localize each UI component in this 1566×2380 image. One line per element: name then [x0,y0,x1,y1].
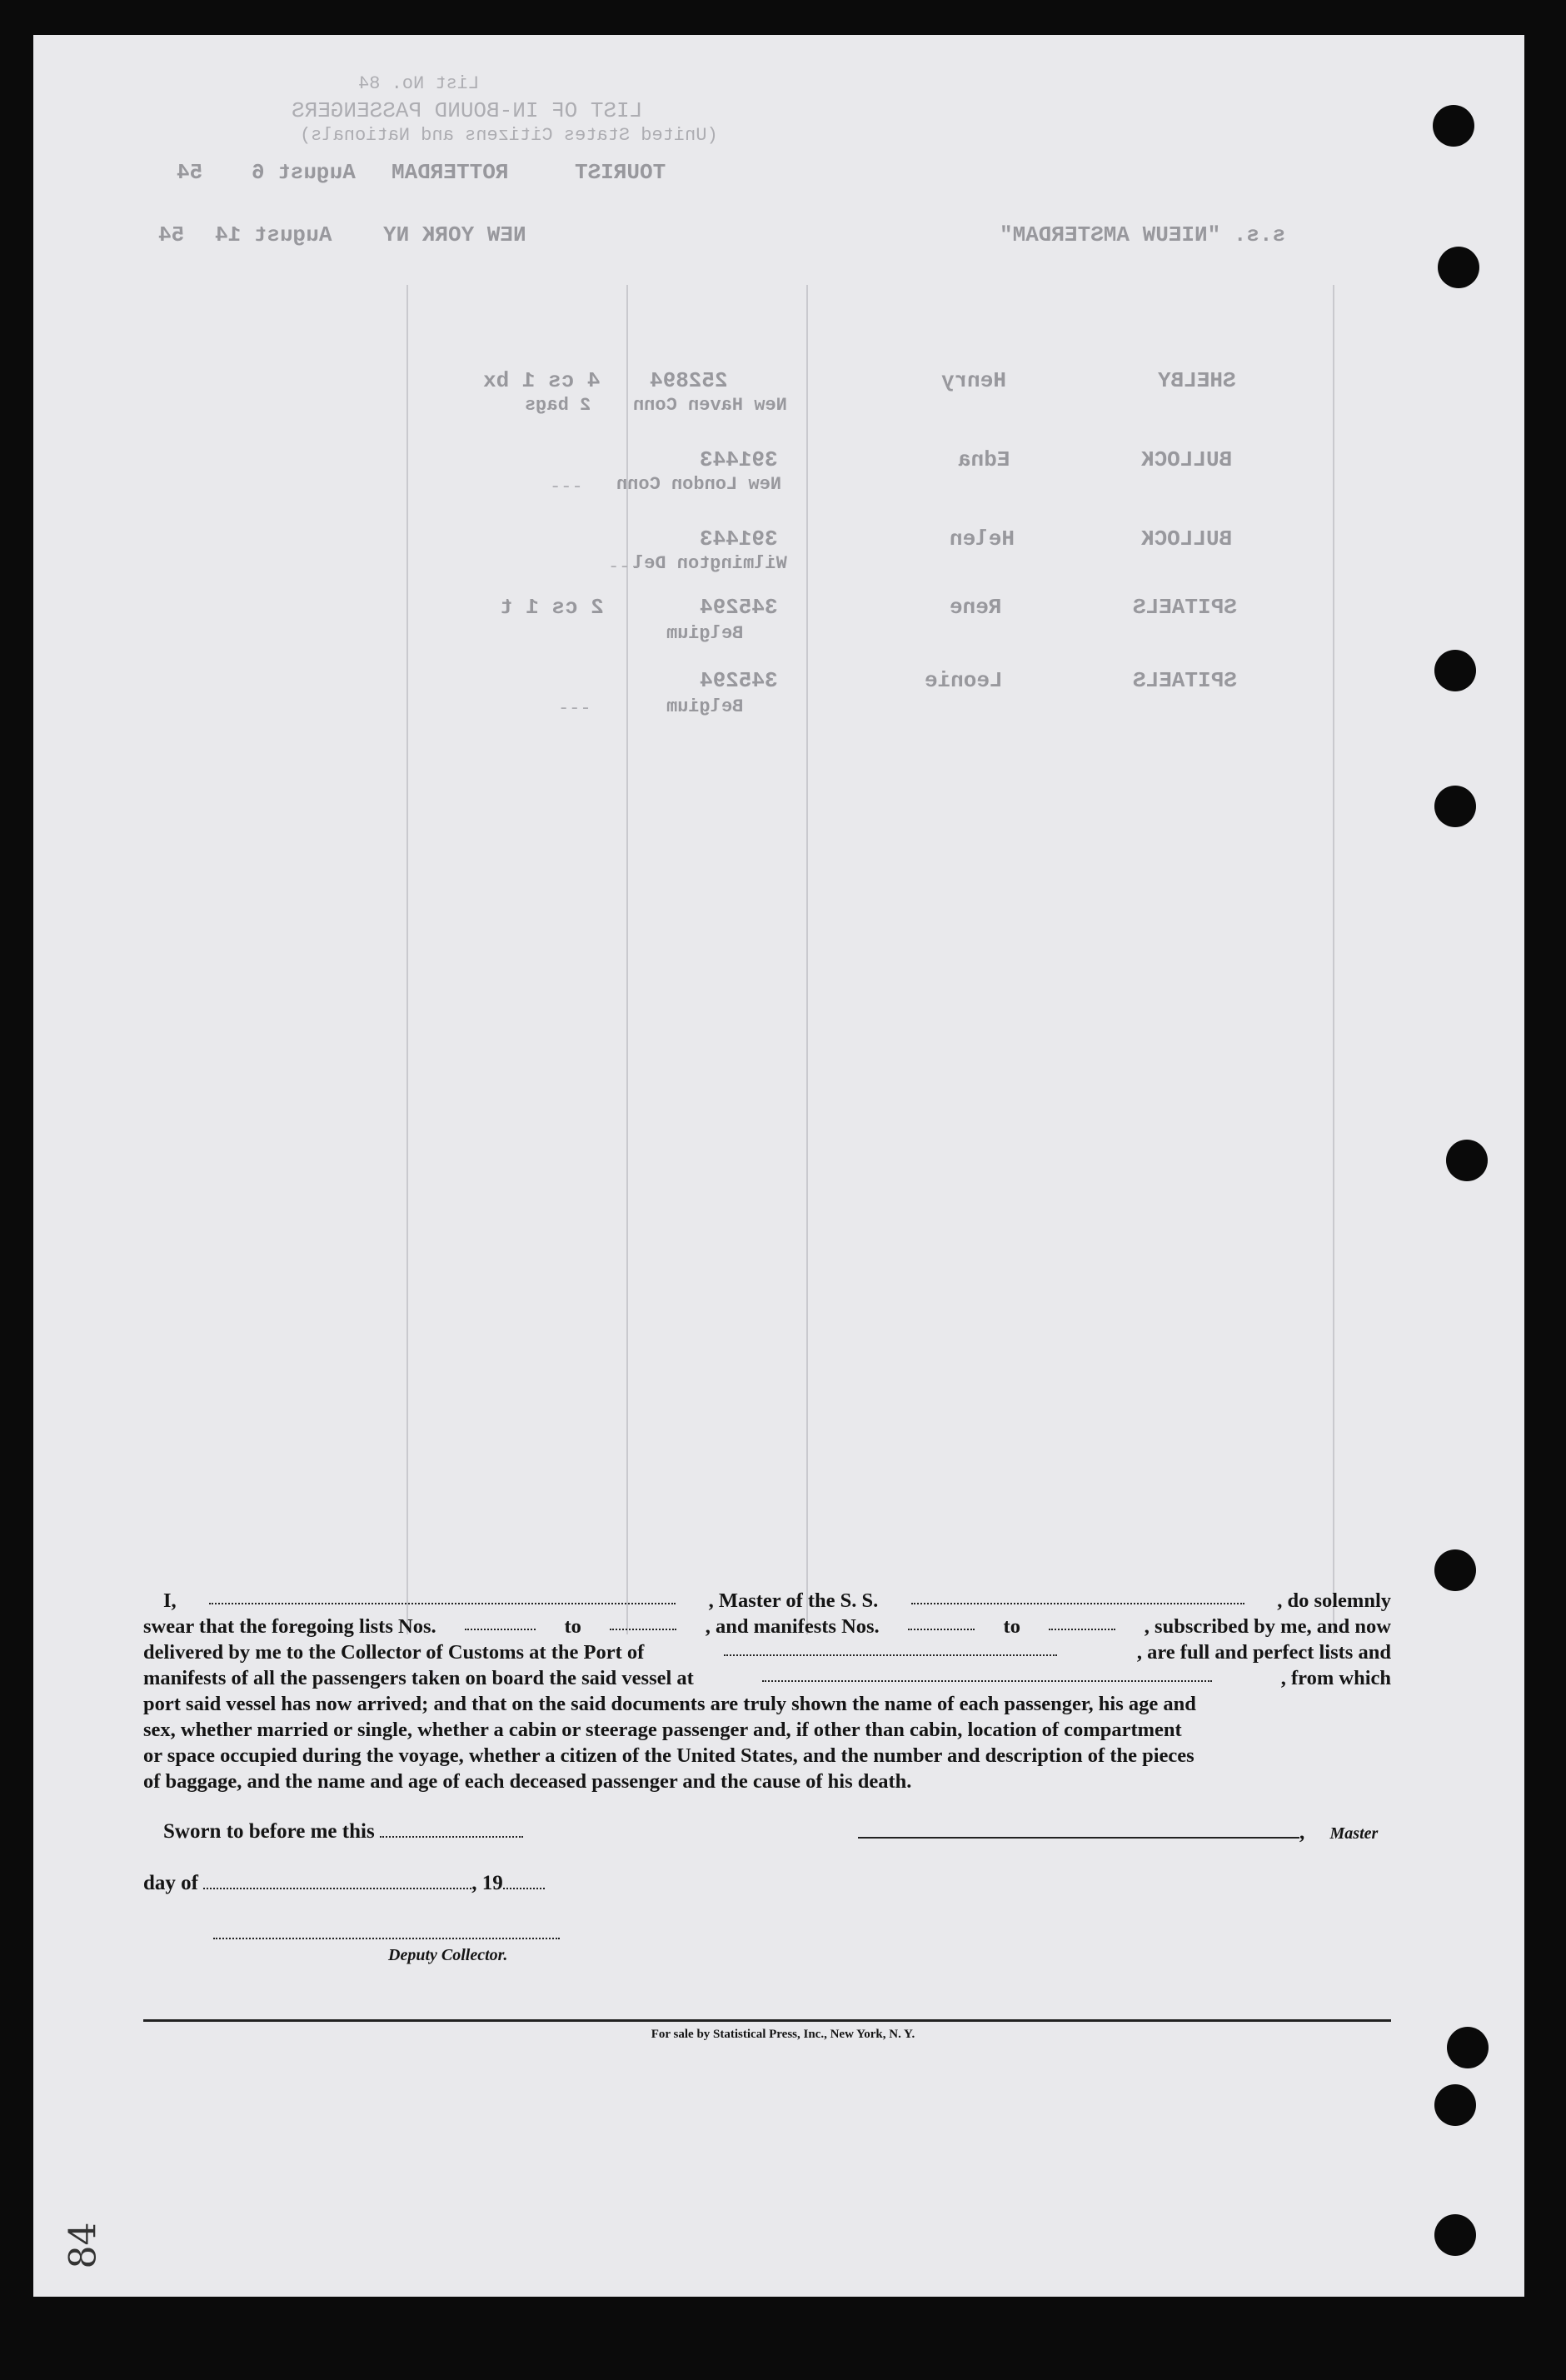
ghost-ref: 391443 [700,447,778,472]
ghost-port-from: ROTTERDAM [392,160,509,185]
ghost-baggage: --- [558,698,591,719]
ghost-date-from: August 6 [252,160,356,185]
year-prefix: , 19 [471,1872,503,1894]
ghost-year-to: 54 [158,222,185,247]
oath-text: manifests of all the passengers taken on board the said vessel at [143,1667,694,1689]
oath-text: I, [163,1589,177,1612]
ghost-ref: 345294 [700,595,778,620]
punch-hole [1438,247,1479,288]
deputy-collector-label: Deputy Collector. [388,1946,508,1964]
oath-line [143,1588,1391,1614]
ghost-list-subtitle: (United States Citizens and Nationals) [300,125,718,146]
ghost-ref: 345294 [700,668,778,693]
ghost-baggage: --- [550,476,583,497]
ghost-given: Leonie [925,668,1003,693]
oath-text: , and manifests Nos. [705,1615,880,1638]
blank-manifest-from [908,1614,975,1630]
manifest-page [33,35,1524,2297]
ghost-ref: 391443 [700,526,778,551]
ghost-list-no: List No. 84 [358,73,480,94]
column-line [406,285,408,1634]
blank-ship-name [911,1588,1244,1604]
ghost-place: Belgium [666,696,744,717]
punch-hole [1434,1549,1476,1591]
punch-hole [1434,786,1476,827]
sworn-line [163,1820,523,1844]
ghost-ship: s.s. "NIEUW AMSTERDAM" [1000,222,1286,247]
ghost-given: Henry [941,368,1007,393]
ghost-surname: SPITAELS [1133,668,1237,693]
ghost-surname: BULLOCK [1141,447,1233,472]
ghost-baggage: 4 cs 1 bx [483,368,601,393]
blank-list-from [465,1614,536,1630]
oath-text: to [1003,1615,1020,1638]
oath-line [143,1614,1391,1639]
ghost-given: Rene [950,595,1002,620]
ghost-place: Belgium [666,623,744,644]
ghost-surname: SPITAELS [1133,595,1237,620]
oath-text: delivered by me to the Collector of Customs at the Port of [143,1641,645,1664]
footer-rule [143,2019,1391,2022]
oath-text: , Master of the S. S. [708,1589,879,1612]
oath-line [143,1717,1391,1743]
ghost-given: Helen [950,526,1015,551]
ghost-list-title: LIST OF IN-BOUND PASSENGERS [292,98,643,123]
ghost-place: New London Conn [616,474,782,495]
ghost-year-from: 54 [177,160,203,185]
oath-text: of baggage, and the name and age of each deceased passenger and the cause of his death. [143,1770,912,1793]
blank-master-name [209,1588,676,1604]
punch-hole [1446,1140,1488,1181]
ghost-port-to: NEW YORK NY [383,222,526,247]
column-line [1333,285,1334,1634]
ghost-baggage: --- [608,556,641,577]
oath-text: port said vessel has now arrived; and that on the said documents are truly shown the name of each passenger, his age and [143,1693,1196,1715]
ghost-class: TOURIST [575,160,666,185]
blank-list-to [610,1614,676,1630]
blank-sworn-date [380,1821,523,1838]
master-label: Master [1329,1824,1379,1843]
day-of-line [143,1872,545,1895]
punch-hole [1434,2214,1476,2256]
ghost-place: New Haven Conn [633,395,787,416]
ghost-date-to: August 14 [215,222,332,247]
publisher-footer: For sale by Statistical Press, Inc., New York, N. Y. [651,2028,915,2041]
oath-line [143,1769,1391,1794]
deputy-signature-line [213,1938,560,1939]
oath-text: to [564,1615,581,1638]
ghost-place: Wilmington Del [633,553,787,574]
oath-line [143,1665,1391,1691]
oath-text: , do solemnly [1277,1589,1391,1612]
oath-text: sex, whether married or single, whether a cabin or steerage passenger and, if other than cabin, location of compartment [143,1719,1182,1741]
blank-embark-port [762,1665,1212,1682]
oath-line [143,1743,1391,1769]
column-line [806,285,808,1634]
blank-year [503,1873,545,1889]
blank-manifest-to [1049,1614,1115,1630]
oath-line [143,1639,1391,1665]
oath-text: , are full and perfect lists and [1136,1641,1391,1664]
sworn-text: Sworn to before me this [163,1820,375,1843]
oath-text: swear that the foregoing lists Nos. [143,1615,436,1638]
day-of-text: day of [143,1872,198,1894]
blank-port [724,1639,1057,1656]
ghost-given: Edna [958,447,1010,472]
oath-line [143,1691,1391,1717]
ghost-baggage: 2 bags [525,395,591,416]
oath-text: , subscribed by me, and now [1144,1615,1391,1638]
ghost-ref: 252894 [650,368,728,393]
blank-day [203,1873,471,1889]
ghost-baggage: 2 cs 1 t [500,595,604,620]
punch-hole [1434,650,1476,691]
oath-text: , from which [1280,1667,1391,1689]
oath-text: or space occupied during the voyage, whether a citizen of the United States, and the number and description of the pieces [143,1744,1194,1767]
master-signature-line: , Master [858,1820,1378,1844]
punch-hole [1433,105,1474,147]
ghost-surname: BULLOCK [1141,526,1233,551]
blank-master-signature [858,1820,1299,1839]
ghost-surname: SHELBY [1158,368,1236,393]
margin-page-note: 84 [62,2222,105,2269]
punch-hole [1434,2084,1476,2126]
oath-paragraph [143,1588,1391,1794]
